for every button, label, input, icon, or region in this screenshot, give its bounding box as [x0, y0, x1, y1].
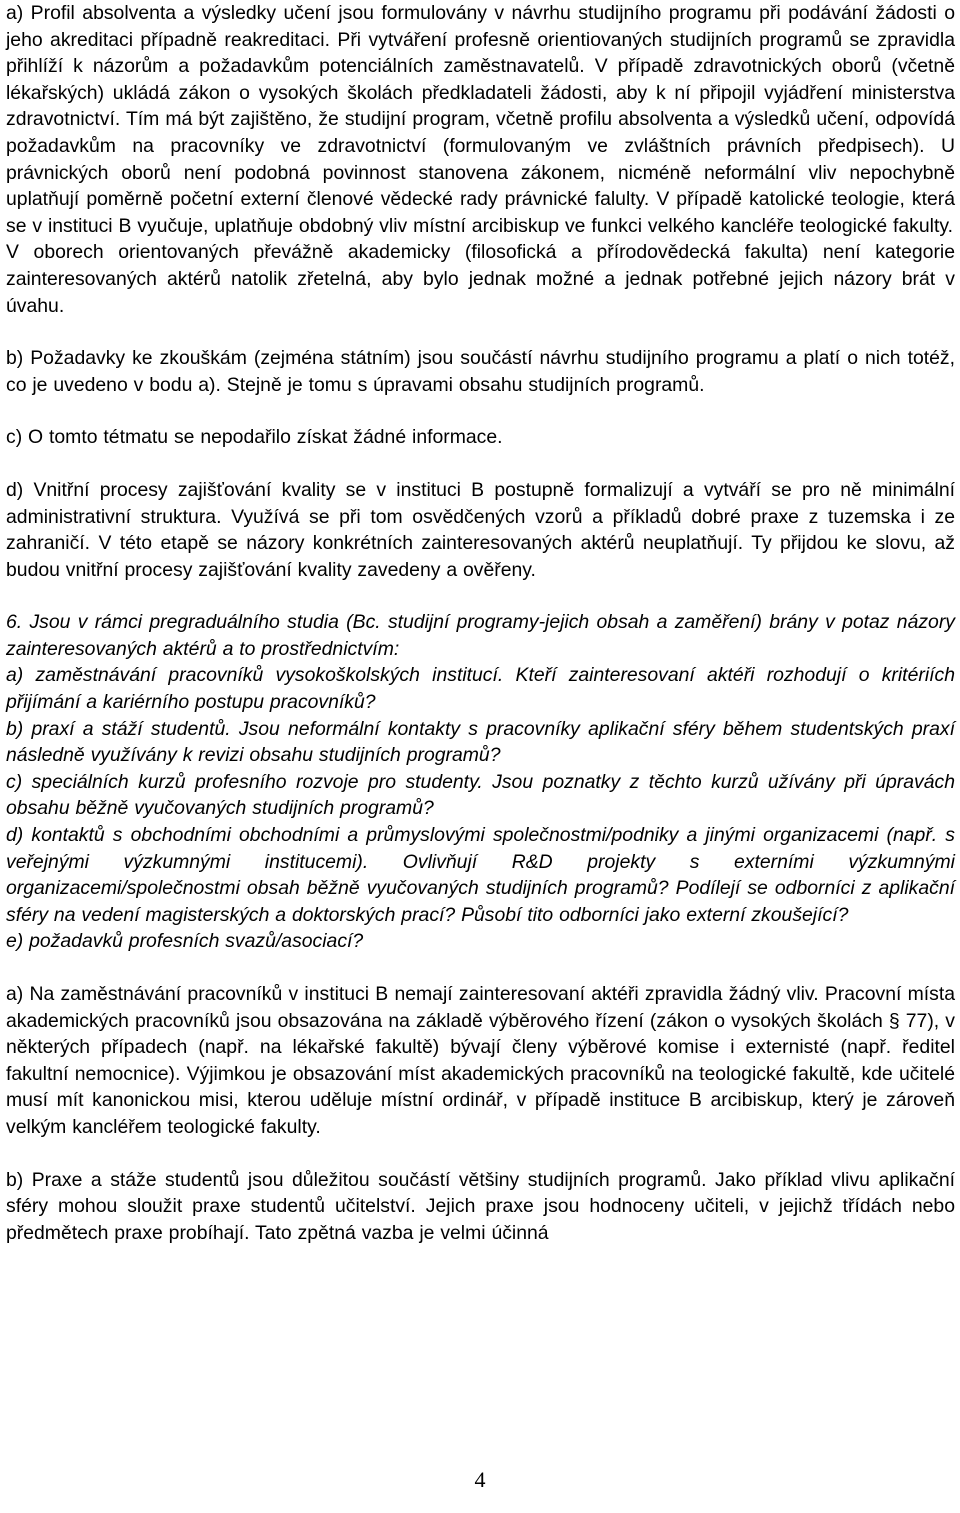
document-body	[6, 0, 955, 1246]
paragraph-a-academic: V oborech orientovaných převážně akademicky (filosofická a přírodovědecká fakulta) není kategorie zainteresovaných aktérů natolik zřetelná, aby bylo jednak možné a jednak potřebné jejich názory brát v úvahu.	[6, 241, 955, 317]
answer-6-b: b) Praxe a stáže studentů jsou důležitou součástí většiny studijních programů. Jako příklad vlivu aplikační sféry mohou sloužit praxe studentů učitelství. Jejich praxe jsou hodnoceny učiteli, v jejichž třídách nebo předmětech praxe probíhají. Tato zpětná vazba je velmi účinná	[6, 1168, 955, 1244]
paragraph-d-quality: d) Vnitřní procesy zajišťování kvality se v instituci B postupně formalizují a vytváří se pro ně minimální administrativní struktura. Využívá se při tom osvědčených vzorů a příkladů dobré praxe z tuzemska i ze zahraničí. V této etapě se názory konkrétních zainteresovaných aktérů neuplatňují. Ty přijdou ke slovu, až budou vnitřní procesy zajišťování kvality zavedeny a ověřeny.	[6, 478, 955, 581]
paragraph-c-no-info: c) O tomto tétmatu se nepodařilo získat žádné informace.	[6, 426, 503, 449]
question-6-a: a) zaměstnávání pracovníků vysokoškolských institucí. Kteří zainteresovaní aktéři rozhodují o kritériích přijímání a kariérního postupu pracovníků?	[6, 664, 955, 714]
answer-6-a: a) Na zaměstnávání pracovníků v instituci B nemají zainteresovaní aktéři zpravidla žádný vliv. Pracovní místa akademických pracovníků jsou obsazována na základě výběrového řízení (zákon o vysokých školách § 77), v některých případech (např. na lékařské fakultě) bývají členy výběrové komise i externisté (např. ředitel fakultní nemocnice). Výjimkou je obsazování míst akademických pracovníků na teologické fakultě, kde učitelé musí mít kanonickou misi, kterou uděluje místní ordinář, v případě instituce B arcibiskup, který je zároveň velkým kancléřem teologické fakulty.	[6, 983, 955, 1138]
question-6-b: b) praxí a stáží studentů. Jsou neformální kontakty s pracovníky aplikační sféry během studentských praxí následně využívány k revizi obsahu studijních programů?	[6, 717, 955, 767]
question-6-d: d) kontaktů s obchodními obchodními a průmyslovými společnostmi/podniky a jinými organizacemi (např. s veřejnými výzkumnými institucemi). Ovlivňují R&D projekty s externími výzkumnými organizacemi/společnostmi obsah běžně vyučovaných studijních programů? Podílejí se odborníci z aplikační sféry na vedení magisterských a doktorských prací? Působí tito odborníci jako externí zkoušející?	[6, 824, 955, 926]
question-6-e: e) požadavků profesních svazů/asociací?	[6, 930, 364, 953]
paragraph-a-profile: a) Profil absolventa a výsledky učení jsou formulovány v návrhu studijního programu při podávání žádosti o jeho akreditaci případně reakreditaci. Při vytváření profesně orientiovaných studijních programů se zpravidla přihlíží k názorům a požadavkům potenciálních zaměstnavatelů. V případě zdravotnických oborů (včetně lékařských) ukládá zákon o vysokých školách předkladateli žádosti, aby k ní připojil vyjádření ministerstva zdravotnictví. Tím má být zajištěno, že studijní program, včetně profilu absolventa a výsledků učení, odpovídá požadavkům na pracovníky ve zdravotnictví (formulovaným ve zvláštních právních předpisech). U právnických oborů není podobná povinnost stanovena zákonem, nicméně neformální vliv nepochybně uplatňují poměrně početní externí členové vědecké rady právnické falulty. V případě katolické teologie, která se v instituci B vyučuje, uplatňuje obdobný vliv místní arcibiskup ve funkci velkého kancléře teologické fakulty.	[6, 2, 955, 237]
question-6-intro: 6. Jsou v rámci pregraduálního studia (Bc. studijní programy-jejich obsah a zaměření) brány v potaz názory zainteresovaných aktérů a to prostřednictvím:	[6, 611, 955, 660]
page-number: 4	[474, 1467, 486, 1492]
question-6-c: c) speciálních kurzů profesního rozvoje pro studenty. Jsou poznatky z těchto kurzů užívány při úpravách obsahu běžně vyučovaných studijních programů?	[6, 770, 955, 820]
paragraph-b-exams: b) Požadavky ke zkouškám (zejména státním) jsou součástí návrhu studijního programu a platí o nich totéž, co je uvedeno v bodu a). Stejně je tomu s úpravami obsahu studijních programů.	[6, 347, 955, 396]
